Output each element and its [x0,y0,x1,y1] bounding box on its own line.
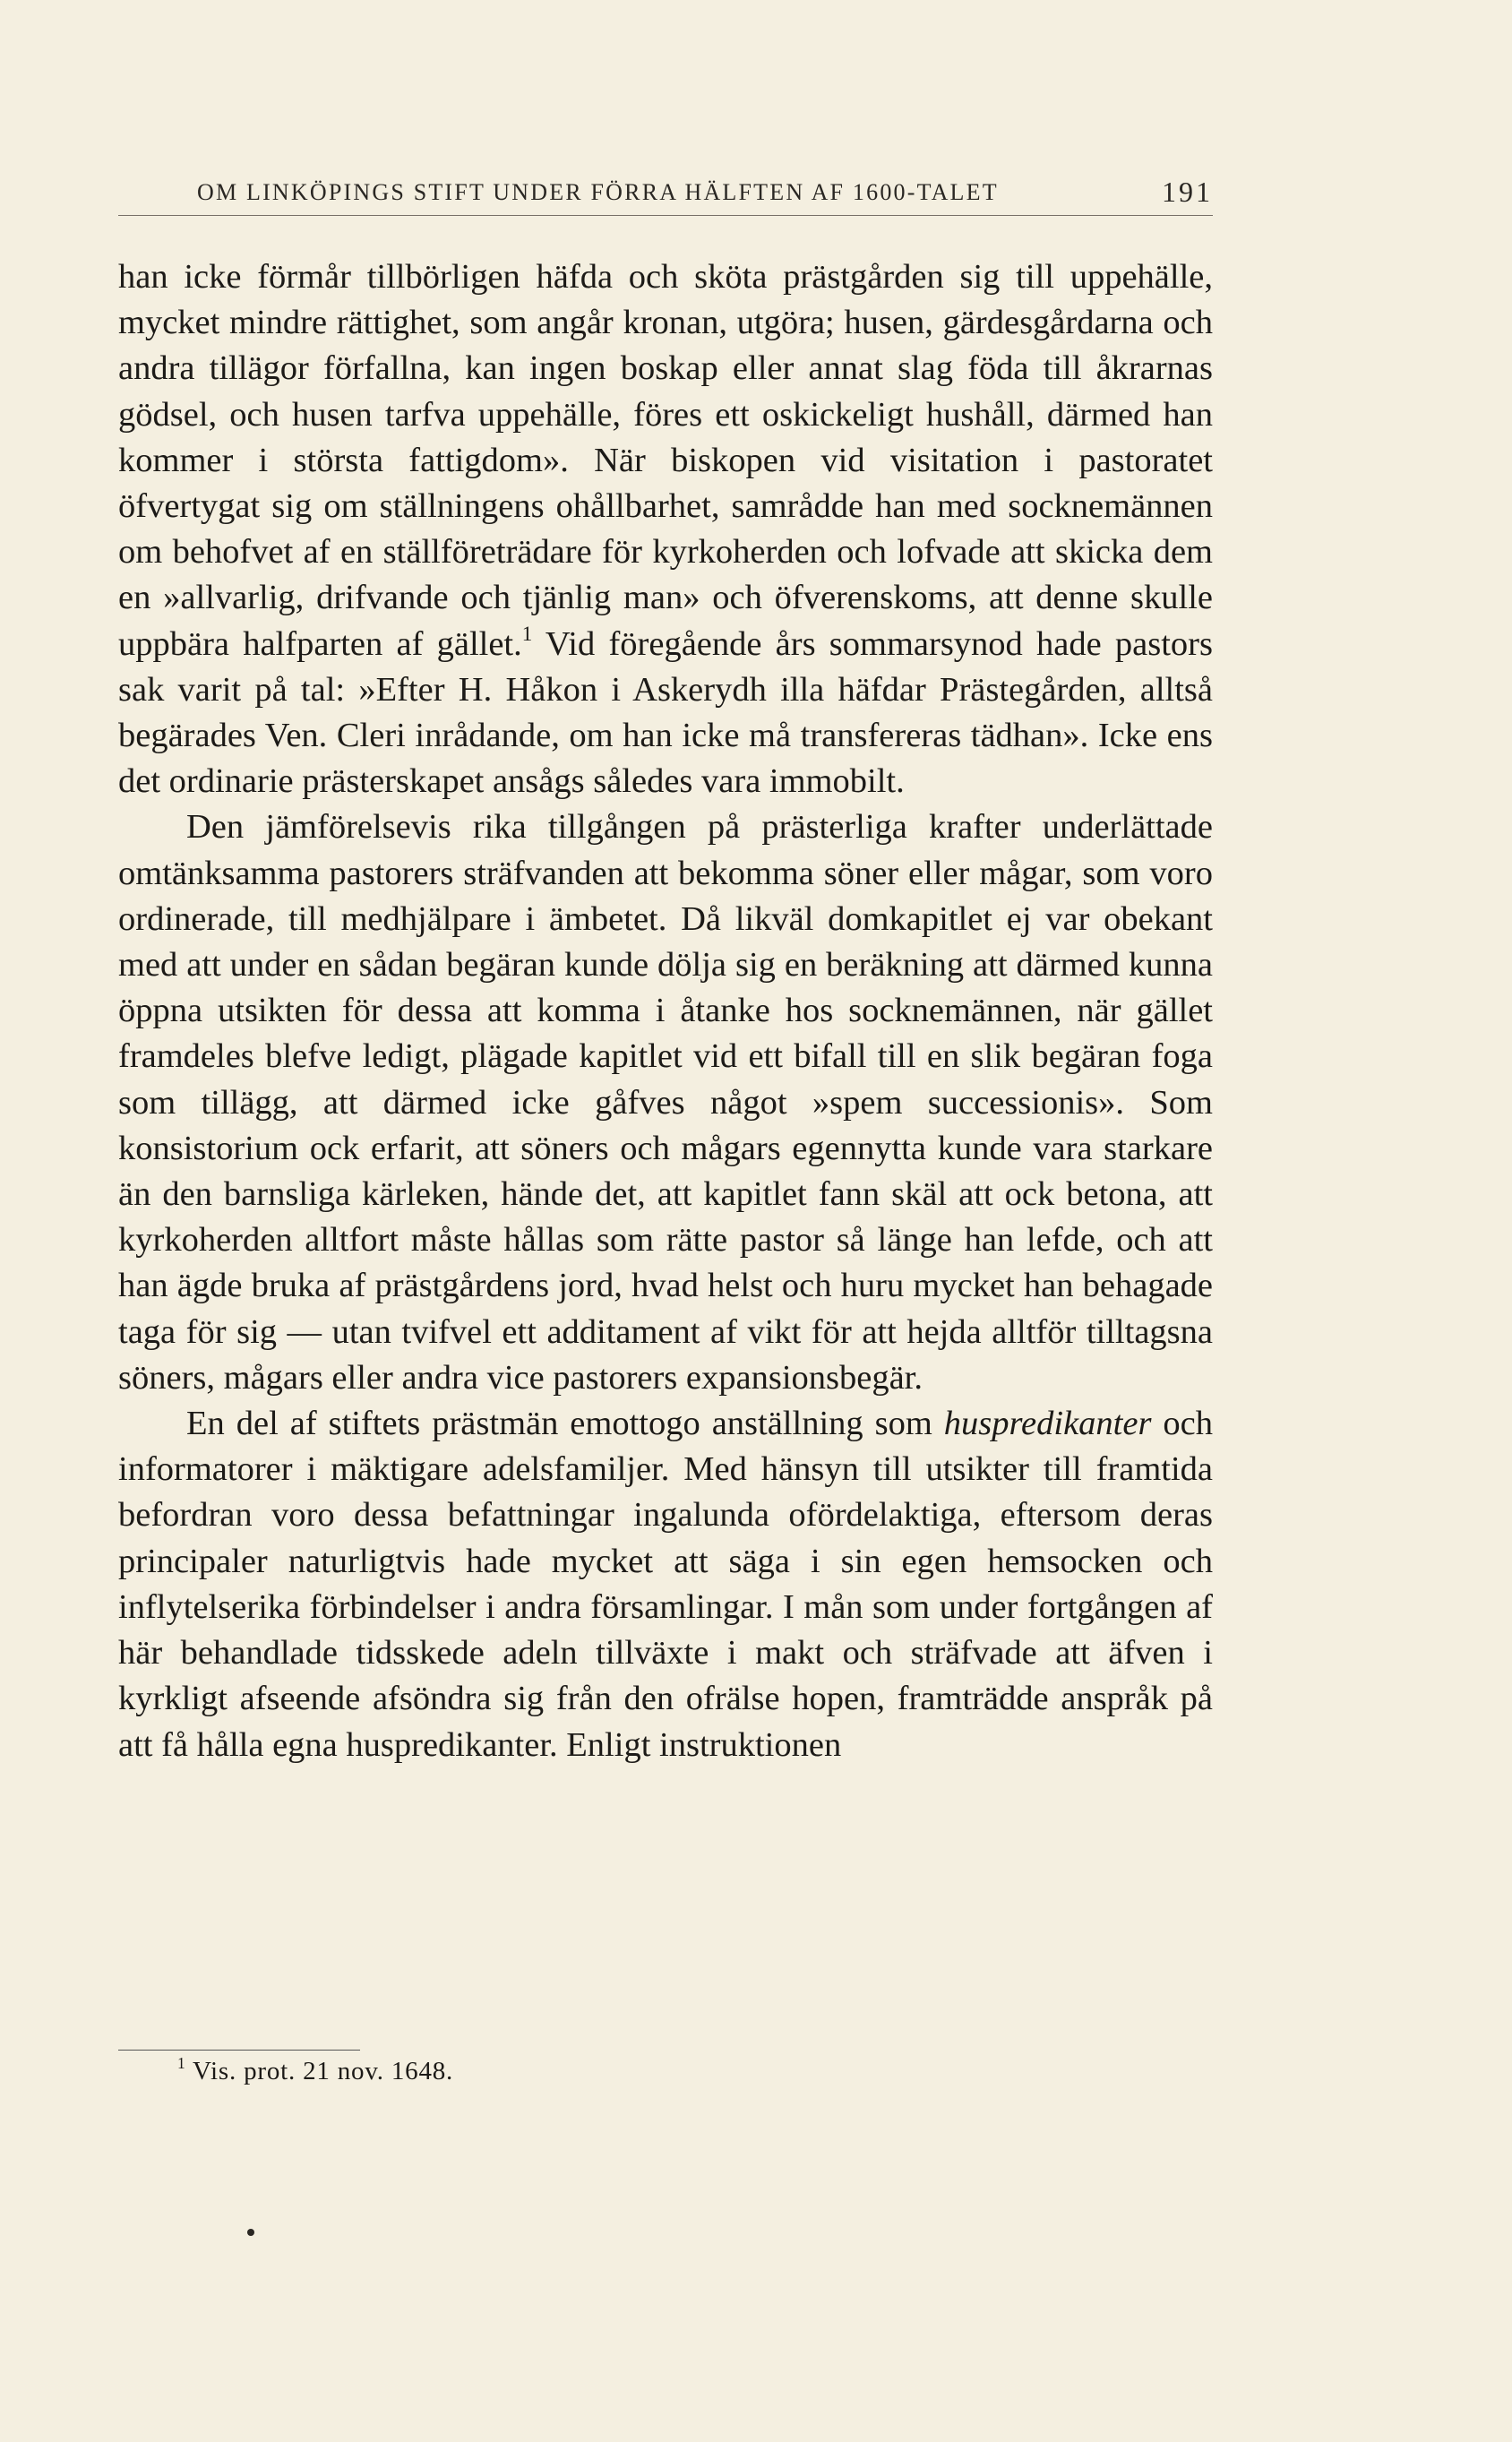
footnote-marker: 1 [177,2053,186,2072]
footnote [177,2053,454,2086]
header-rule [118,215,1213,216]
text-run: och informatorer i mäktigare adelsfamiljer. Med hänsyn till utsikter till framtida befordran voro dessa befattningar ingalunda ofördelaktiga, eftersom deras principaler naturligtvis hade mycket att säga i sin egen hemsocken och inflytelserika förbindelser i andra församlingar. I mån som under fortgången af här behandlade tidsskede adeln tillväxte i makt och sträfvade att äfven i kyrkligt afseende afsöndra sig från den ofrälse hopen, framträdde anspråk på att få hålla egna huspredikanter. Enligt instruktionen [118,1405,1214,1764]
paragraph-3 [118,1401,1213,1768]
paragraph-1 [118,254,1213,804]
footnote-text: Vis. prot. 21 nov. 1648. [193,2057,454,2085]
text-run: En del af stiftets prästmän emottogo anställning som [186,1405,944,1443]
footnote-reference: 1 [521,621,533,645]
footnote-rule [118,2050,360,2051]
running-head-title: OM LINKÖPINGS STIFT UNDER FÖRRA HÄLFTEN AF 1600-TALET [197,179,999,205]
italic-term: huspredikanter [943,1405,1152,1443]
running-head [118,176,1213,211]
body-text [118,254,1213,1768]
text-run: Den jämförelsevis rika tillgången på prästerliga krafter underlättade omtänksamma pastorers sträfvanden att bekomma söner eller mågar, som voro ordinerade, till medhjälpare i ämbetet. Då likväl domkapitlet ej var obekant med att under en sådan begäran kunde dölja sig en beräkning att därmed kunna öppna utsikten för dessa att komma i åtanke hos socknemännen, när gället framdeles blefve ledigt, plägade kapitlet vid ett bifall till en slik begäran foga som tillägg, att därmed icke gåfves något »spem successionis». Som konsistorium ock erfarit, att söners och mågars egennytta kunde vara starkare än den barnsliga kärleken, hände det, att kapitlet fann skäl att ock betona, att kyrkoherden alltfort måste hållas som rätte pastor så länge han lefde, och att han ägde bruka af prästgårdens jord, hvad helst och huru mycket han behagade taga för sig — utan tvifvel ett additament af vikt för att hejda alltför tilltagsna söners, mågars eller andra vice pastorers expansionsbegär. [118,808,1213,1397]
page-number: 191 [1162,176,1213,208]
text-run: Vid föregående års sommarsynod hade pastors sak varit på tal: »Efter H. Håkon i Askerydh illa häfdar Prästegården, alltså begärades Ven. Cleri inrådande, om han icke må transfereras tädhan». Icke ens det ordinarie prästerskapet ansågs således vara immobilt. [118,624,1213,801]
ink-speck [247,2229,254,2236]
text-run: han icke förmår tillbörligen häfda och sköta prästgården sig till uppehälle, mycket mindre rättighet, som angår kronan, utgöra; husen, gärdesgårdarna och andra tillägor förfallna, kan ingen boskap eller annat slag föda till åkrarnas gödsel, och husen tarfva uppehälle, föres ett oskickeligt hushåll, därmed han kommer i största fattigdom». När biskopen vid visitation i pastoratet öfvertygat sig om ställningens ohållbarhet, samrådde han med socknemännen om behofvet af en ställföreträdare för kyrkoherden och lofvade att skicka dem en »allvarlig, drifvande och tjänlig man» och öfverenskoms, att denne skulle uppbära halfparten af gället. [118,258,1213,663]
paragraph-2 [118,804,1213,1401]
